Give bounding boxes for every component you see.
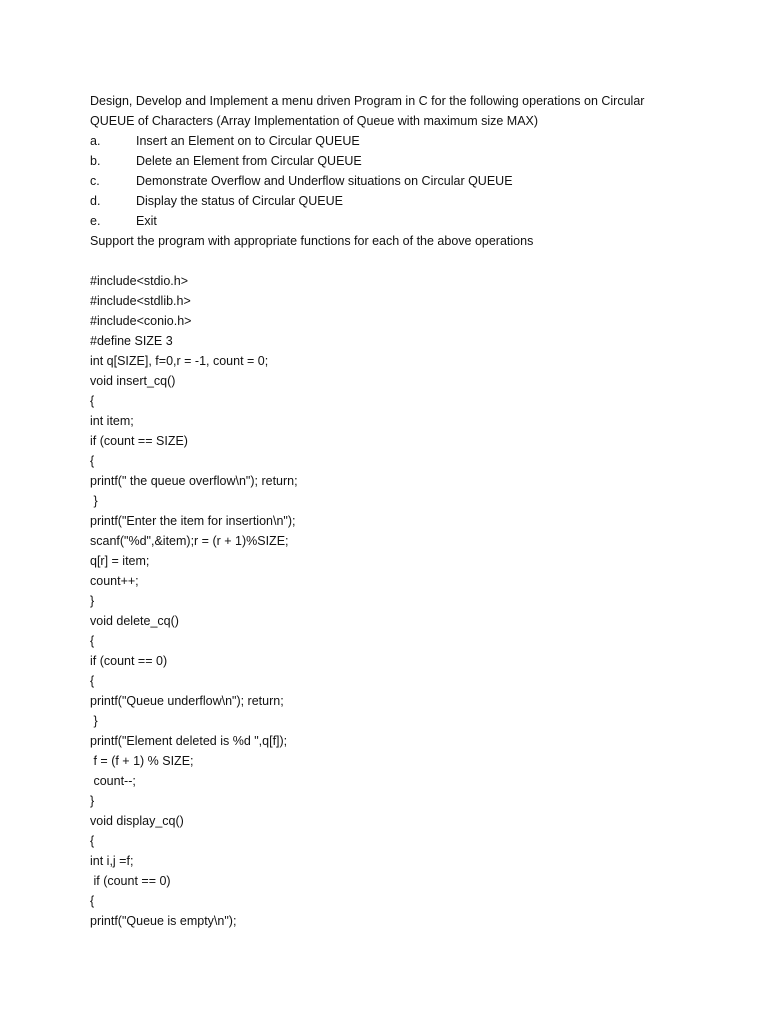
code-line: { bbox=[90, 894, 95, 908]
list-marker: d. bbox=[90, 194, 101, 208]
blank-line bbox=[90, 251, 750, 271]
list-text: Insert an Element on to Circular QUEUE bbox=[136, 134, 360, 148]
code-line: printf(" the queue overflow\n"); return; bbox=[90, 474, 298, 488]
code-line: scanf("%d",&item);r = (r + 1)%SIZE; bbox=[90, 534, 289, 548]
code-line: } bbox=[90, 494, 98, 508]
list-item bbox=[90, 211, 750, 231]
code-line: { bbox=[90, 394, 95, 408]
list-text: Display the status of Circular QUEUE bbox=[136, 194, 344, 208]
code-line: } bbox=[90, 794, 95, 808]
code-line: if (count == SIZE) bbox=[90, 434, 188, 448]
code-line: f = (f + 1) % SIZE; bbox=[90, 754, 194, 768]
code-line: #define SIZE 3 bbox=[90, 334, 173, 348]
code-line: } bbox=[90, 594, 95, 608]
code-line: int i,j =f; bbox=[90, 854, 134, 868]
list-marker: e. bbox=[90, 214, 101, 228]
code-line: q[r] = item; bbox=[90, 554, 150, 568]
list-item bbox=[90, 151, 750, 171]
code-line: printf("Element deleted is %d ",q[f]); bbox=[90, 734, 288, 748]
document-page bbox=[90, 91, 750, 931]
code-line: if (count == 0) bbox=[90, 654, 168, 668]
operations-list bbox=[90, 131, 750, 231]
code-line: printf("Queue is empty\n"); bbox=[90, 914, 237, 928]
intro-line-2: QUEUE of Characters (Array Implementation of Queue with maximum size MAX) bbox=[90, 114, 539, 128]
code-line: int item; bbox=[90, 414, 134, 428]
code-block bbox=[90, 271, 750, 931]
support-text: Support the program with appropriate functions for each of the above operations bbox=[90, 234, 534, 248]
code-line: if (count == 0) bbox=[90, 874, 171, 888]
code-line: count--; bbox=[90, 774, 136, 788]
code-line: { bbox=[90, 634, 95, 648]
list-marker: a. bbox=[90, 134, 101, 148]
code-line: { bbox=[90, 454, 95, 468]
list-text: Exit bbox=[136, 214, 157, 228]
list-text: Demonstrate Overflow and Underflow situations on Circular QUEUE bbox=[136, 174, 513, 188]
intro-line-1: Design, Develop and Implement a menu driven Program in C for the following operations on Circular bbox=[90, 94, 645, 108]
list-marker: c. bbox=[90, 174, 100, 188]
code-line: #include<stdio.h> bbox=[90, 274, 188, 288]
code-line: } bbox=[90, 714, 98, 728]
code-line: void insert_cq() bbox=[90, 374, 176, 388]
code-line: int q[SIZE], f=0,r = -1, count = 0; bbox=[90, 354, 269, 368]
code-line: { bbox=[90, 674, 95, 688]
code-line: #include<stdlib.h> bbox=[90, 294, 191, 308]
code-line: printf("Queue underflow\n"); return; bbox=[90, 694, 284, 708]
code-line: void display_cq() bbox=[90, 814, 184, 828]
code-line: { bbox=[90, 834, 95, 848]
code-line: count++; bbox=[90, 574, 139, 588]
list-item bbox=[90, 191, 750, 211]
list-item bbox=[90, 171, 750, 191]
list-text: Delete an Element from Circular QUEUE bbox=[136, 154, 362, 168]
code-line: void delete_cq() bbox=[90, 614, 179, 628]
code-line: printf("Enter the item for insertion\n"); bbox=[90, 514, 296, 528]
list-item bbox=[90, 131, 750, 151]
list-marker: b. bbox=[90, 154, 101, 168]
code-line: #include<conio.h> bbox=[90, 314, 192, 328]
